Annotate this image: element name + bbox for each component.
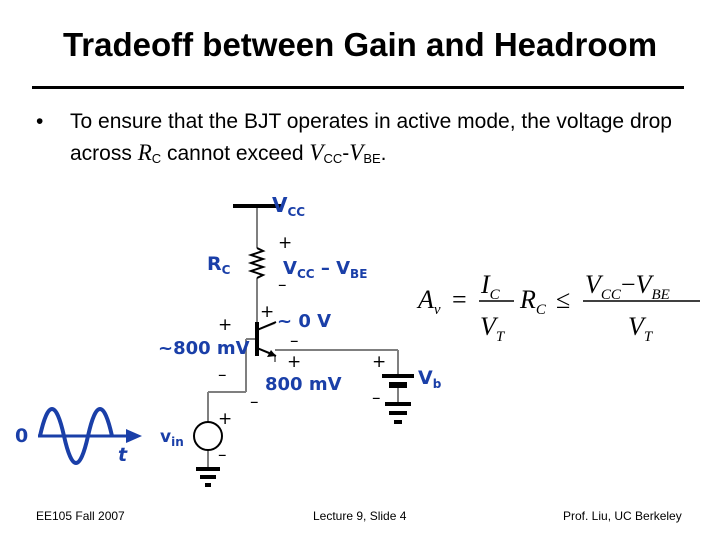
vcc-label: $V_{CC}$ — [272, 193, 306, 219]
drop-label: $V_{CC} - V_{BE}$ — [283, 258, 368, 281]
plus-sign: + — [218, 409, 233, 429]
equals-sign: = — [452, 285, 467, 314]
vcc-subscript: CC — [323, 151, 343, 166]
wave-zero-label: 0 — [15, 425, 29, 447]
bullet-text-b: cannot exceed — [161, 142, 310, 165]
vbe-subscript: BE — [363, 151, 381, 166]
bullet-period: . — [380, 142, 387, 165]
av-symbol: $A_v$ — [418, 285, 441, 318]
vin-label: $v_{in}$ — [160, 427, 184, 449]
minus-sign: – — [290, 331, 299, 351]
plus-sign: + — [287, 352, 302, 372]
bullet-text-a: To ensure that the BJT operates in active mode, the voltage drop across — [70, 110, 672, 165]
den-vt-symbol: $V_T$ — [628, 312, 653, 345]
plus-sign: + — [218, 315, 233, 335]
footer-author: Prof. Liu, UC Berkeley — [563, 509, 682, 523]
le-sign: ≤ — [556, 285, 571, 314]
wave-arrow-icon — [126, 429, 142, 443]
vt-symbol: $V_T$ — [480, 312, 505, 345]
vcc-variable: V — [309, 140, 324, 165]
minus-sign: – — [218, 365, 227, 385]
slide-title: Tradeoff between Gain and Headroom — [62, 26, 658, 63]
plus-sign: + — [260, 302, 275, 322]
footer-lecture: Lecture 9, Slide 4 — [313, 509, 407, 523]
rc-label: $R_C$ — [207, 253, 231, 277]
zero-volt-label: ~ 0 V — [277, 311, 332, 332]
vbe-variable: V — [349, 140, 364, 165]
dash: - — [342, 142, 350, 165]
transistor-collector — [257, 322, 276, 330]
wave-time-label: t — [118, 444, 128, 466]
vbe-approx-label: ~800 mV — [158, 338, 250, 359]
minus-sign: – — [218, 445, 227, 465]
ground-source-icon — [196, 469, 220, 485]
bullet-marker: • — [36, 110, 44, 133]
footer-course: EE105 Fall 2007 — [36, 509, 125, 523]
minus-sign: – — [250, 392, 259, 412]
ground-battery-icon — [385, 404, 411, 422]
plus-sign: + — [372, 352, 387, 372]
rc-resistor — [251, 248, 263, 278]
circuit-wires — [208, 206, 398, 468]
gain-equation — [416, 270, 700, 345]
rc-symbol: $R_C$ — [520, 285, 546, 318]
numerator: $V_{CC}-V_{BE}$ — [585, 270, 670, 303]
rc-subscript: C — [151, 151, 162, 166]
ic-symbol: $I_C$ — [481, 270, 500, 303]
emitter-voltage-label: 800 mV — [265, 374, 342, 395]
plus-sign: + — [278, 233, 293, 253]
vb-label: $V_b$ — [418, 367, 442, 391]
rc-variable: R — [137, 140, 152, 165]
minus-sign: – — [278, 275, 287, 295]
minus-sign: – — [372, 388, 381, 408]
